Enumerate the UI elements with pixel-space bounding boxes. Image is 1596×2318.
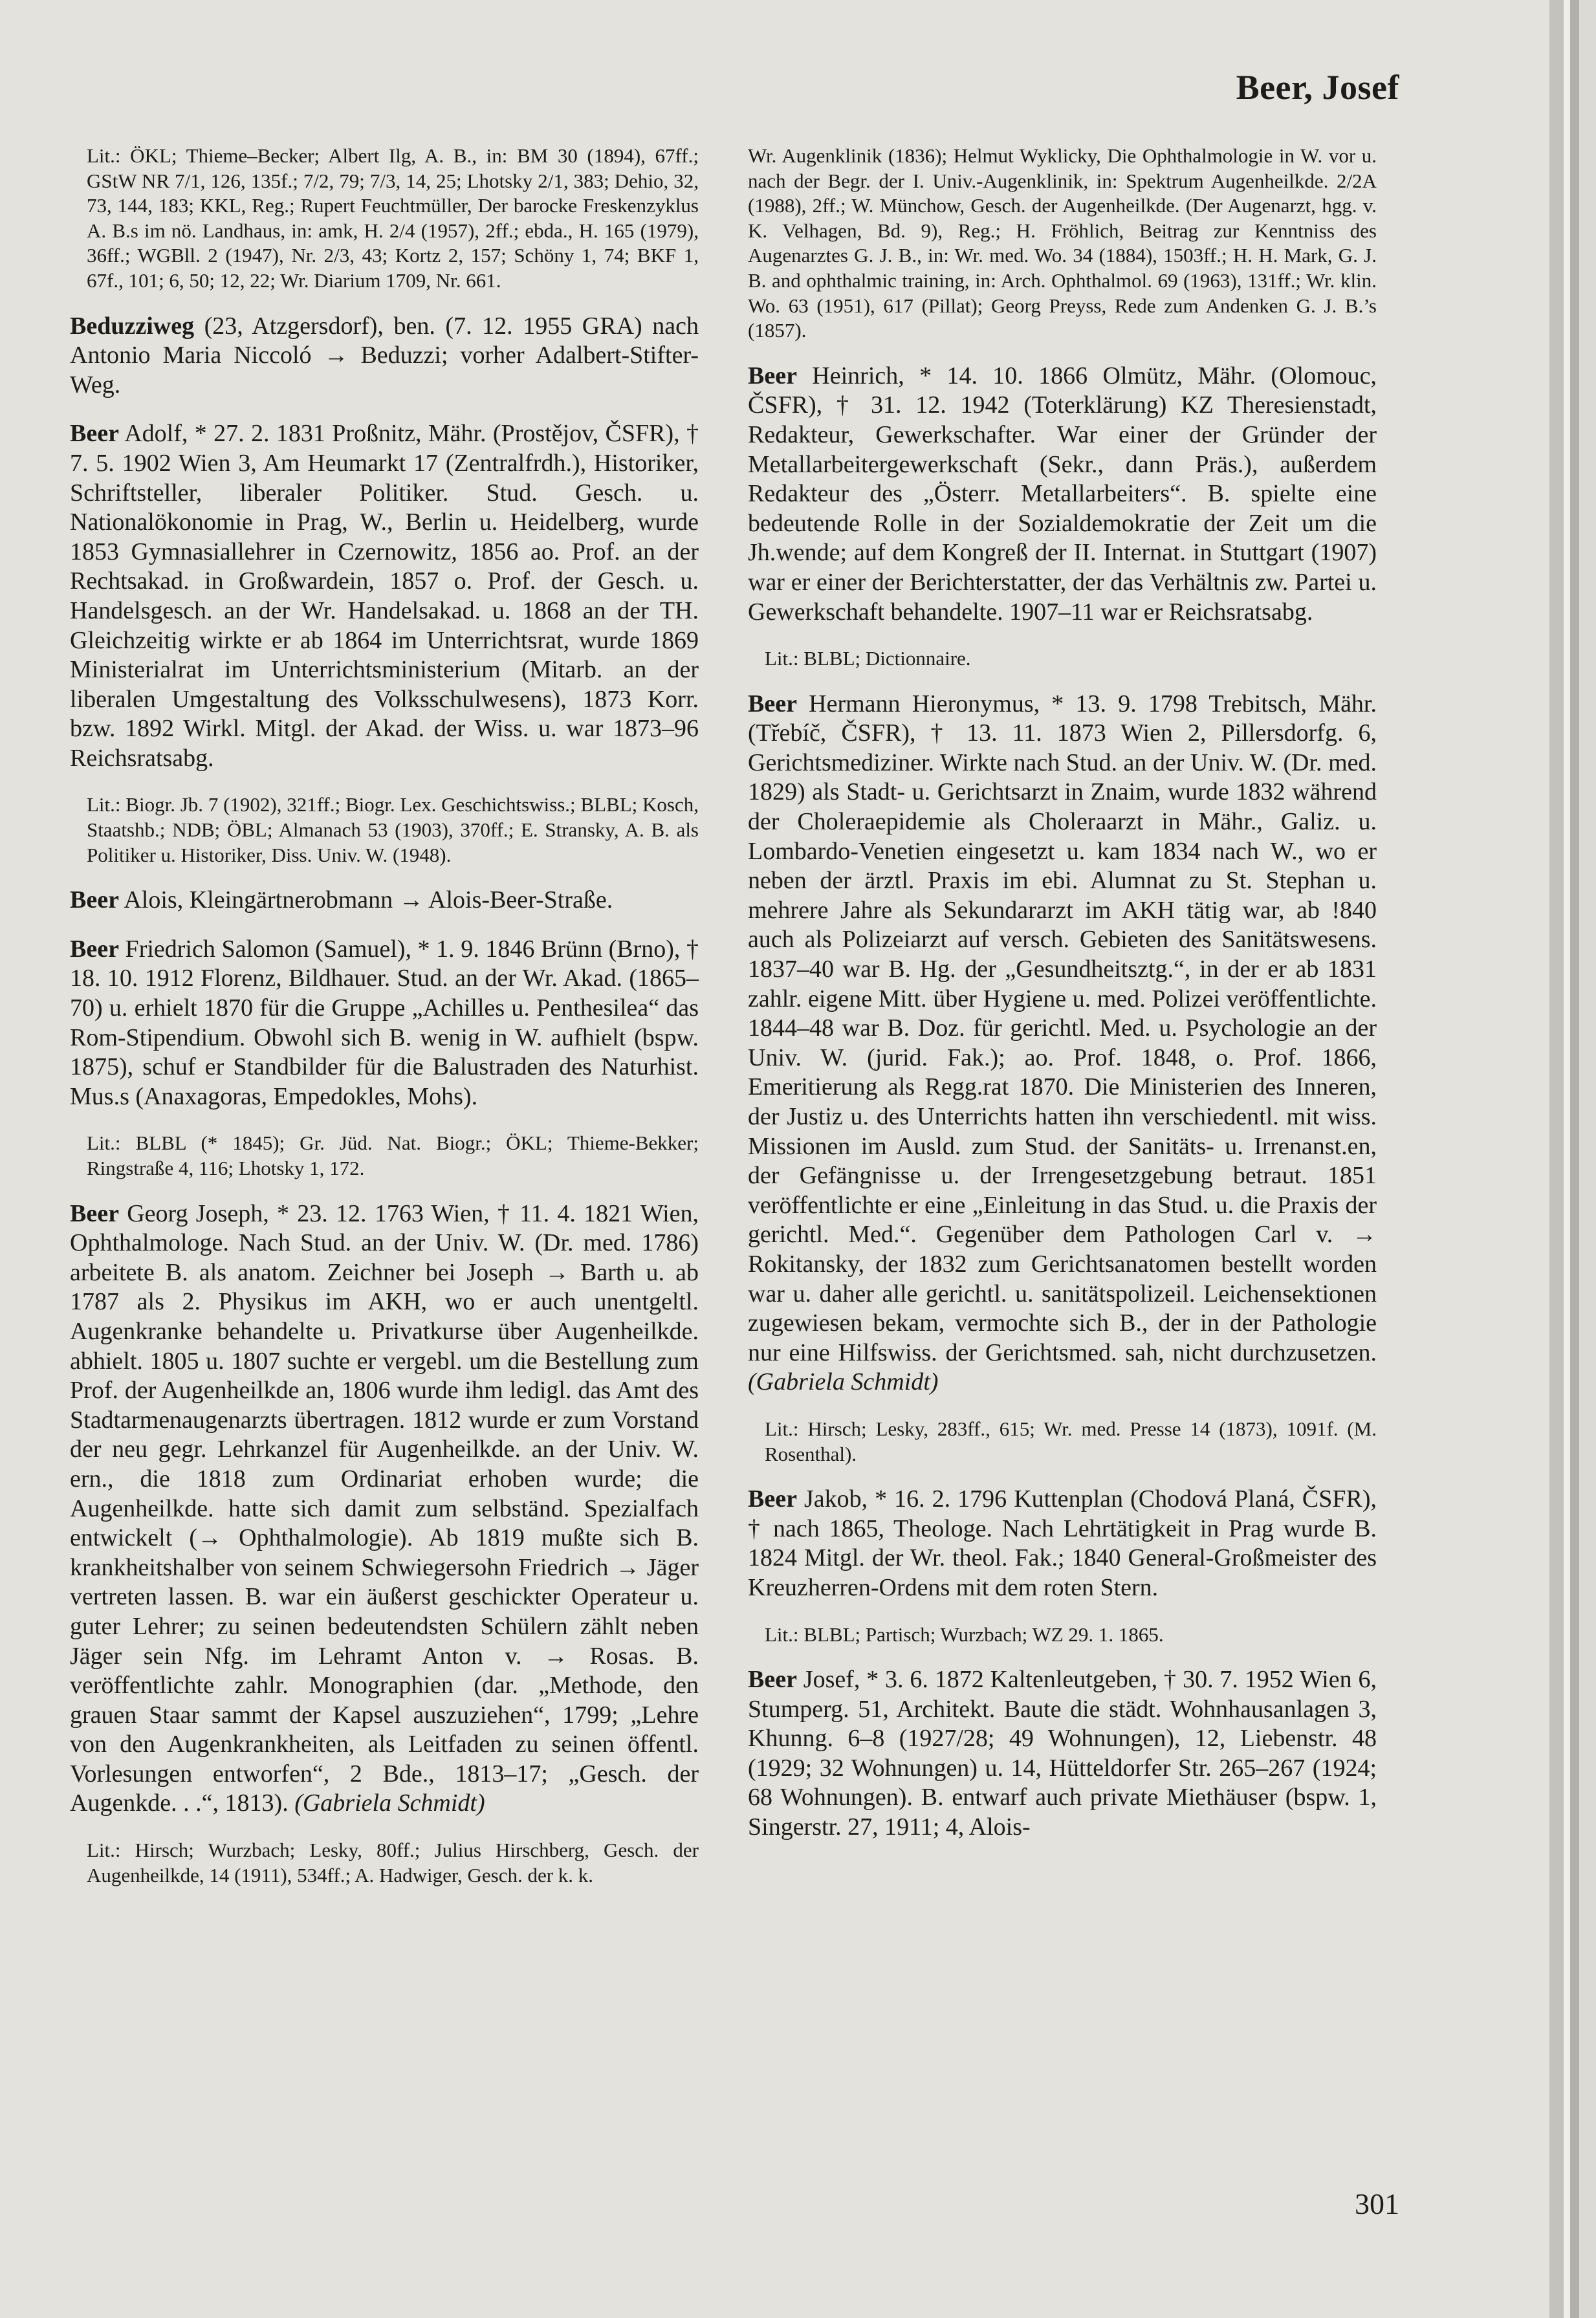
page-edge <box>1564 0 1570 2318</box>
literature-note: Wr. Augenklinik (1836); Helmut Wyklicky, Die Ophthalmologie in W. vor u. nach der Begr. der I. Univ.-Augenklinik, in: Spektrum Augenheilkde. 2/2A (1988), 2ff.; W. Münchow, Gesch. der Augenheilkde. (Der Augenarzt, hgg. v. K. Velhagen, Bd. 9), Reg.; H. Fröhlich, Beitrag zur Kenntniss des Augenarztes G. J. B., in: Wr. med. Wo. 34 (1884), 1503ff.; H. H. Mark, G. J. B. and ophthalmic training, in: Arch. Ophthalmol. 69 (1963), 131ff.; Wr. klin. Wo. 63 (1951), 617 (Pillat); Georg Preyss, Rede zum Andenken G. J. B.’s (1857). <box>748 144 1377 342</box>
dictionary-entry <box>70 312 699 400</box>
entry-text: Jakob, * 16. 2. 1796 Kuttenplan (Chodová Planá, ČSFR), † nach 1865, Theologe. Nach Lehrtätigkeit in Prag wurde B. 1824 Mitgl. der Wr. theol. Fak.; 1840 General-Großmeister des Kreuzherren-Ordens mit dem roten Stern. <box>748 1485 1377 1601</box>
entry-text: Heinrich, * 14. 10. 1866 Olmütz, Mähr. (Olomouc, ČSFR), † 31. 12. 1942 (Toterklärung) KZ Theresienstadt, Redakteur, Gewerkschafter. War einer der Gründer der Metallarbeitergewerkschaft (Sekr., dann Präs.), außerdem Redakteur des „Österr. Metallarbeiters“. B. spielte eine bedeutende Rolle in der Sozialdemokratie der Zeit um die Jh.wende; auf dem Kongreß der II. Internat. in Stuttgart (1907) war er einer der Berichterstatter, der das Verhältnis zw. Partei u. Gewerkschaft behandelte. 1907–11 war er Reichsratsabg. <box>748 362 1377 626</box>
literature-note: Lit.: Hirsch; Lesky, 283ff., 615; Wr. med. Presse 14 (1873), 1091f. (M. Rosenthal). <box>765 1417 1377 1465</box>
entry-lemma: Beer <box>70 935 119 963</box>
entry-lemma: Beer <box>748 362 797 389</box>
entry-lemma: Beduzziweg <box>70 312 195 340</box>
entry-text: Josef, * 3. 6. 1872 Kaltenleutgeben, † 30. 7. 1952 Wien 6, Stumperg. 51, Architekt. Baute die städt. Wohnhausanlagen 3, Khunng. 6–8 (1927/28; 49 Wohnungen), 12, Liebenstr. 48 (1929; 32 Wohnungen) u. 14, Hütteldorfer Str. 265–267 (1924; 68 Wohnungen). B. entwarf auch private Miethäuser (bspw. 1, Singerstr. 27, 1911; 4, Alois- <box>748 1666 1377 1841</box>
left-column <box>70 144 699 1906</box>
entry-lemma: Beer <box>748 690 797 717</box>
dictionary-entry <box>748 1485 1377 1602</box>
entry-lemma: Beer <box>70 1199 119 1227</box>
page-edge <box>1579 0 1596 2318</box>
entry-lemma: Beer <box>70 420 119 448</box>
page-edge <box>1570 0 1579 2318</box>
literature-note: Lit.: Hirsch; Wurzbach; Lesky, 80ff.; Julius Hirschberg, Gesch. der Augenheilkde, 14 (1911), 534ff.; A. Hadwiger, Gesch. der k. k. <box>87 1839 699 1886</box>
dictionary-entry <box>70 935 699 1112</box>
entry-lemma: Beer <box>748 1666 797 1694</box>
entry-text: Alois, Kleingärtnerobmann → Alois-Beer-Straße. <box>118 886 613 914</box>
entry-text: Adolf, * 27. 2. 1831 Proßnitz, Mähr. (Prostějov, ČSFR), † 7. 5. 1902 Wien 3, Am Heumarkt 17 (Zentralfrdh.), Historiker, Schriftsteller, liberaler Politiker. Stud. Gesch. u. Nationalökonomie in Prag, W., Berlin u. Heidelberg, wurde 1853 Gymnasiallehrer in Czernowitz, 1856 ao. Prof. an der Rechtsakad. in Großwardein, 1857 o. Prof. der Gesch. u. Handelsgesch. an der Wr. Handelsakad. u. 1868 an der TH. Gleichzeitig wirkte er ab 1864 im Unterrichtsrat, wurde 1869 Ministerialrat im Unterrichtsministerium (Mitarb. an der liberalen Umgestaltung des Volksschulwesens), 1873 Korr. bzw. 1892 Wirkl. Mitgl. der Akad. der Wiss. u. war 1873–96 Reichsratsabg. <box>70 420 699 772</box>
literature-note: Lit.: BLBL (* 1845); Gr. Jüd. Nat. Biogr.; ÖKL; Thieme-Bekker; Ringstraße 4, 116; Lhotsky 1, 172. <box>87 1132 699 1179</box>
literature-note: Lit.: Biogr. Jb. 7 (1902), 321ff.; Biogr. Lex. Geschichtswiss.; BLBL; Kosch, Staatshb.; NDB; ÖBL; Almanach 53 (1903), 370ff.; E. Stransky, A. B. als Politiker u. Historiker, Diss. Univ. W. (1948). <box>87 793 699 866</box>
entry-text: Hermann Hieronymus, * 13. 9. 1798 Trebitsch, Mähr. (Třebíč, ČSFR), † 13. 11. 1873 Wien 2, Pillersdorfg. 6, Gerichtsmediziner. Wirkte nach Stud. an der Univ. W. (Dr. med. 1829) als Stadt- u. Gerichtsarzt in Znaim, wurde 1832 während der Choleraepidemie als Choleraarzt in Mähr., Galiz. u. Lombardo-Venetien eingesetzt u. kam 1834 nach W., wo er neben der ärztl. Praxis im ebi. Alumnat zu St. Stephan u. mehrere Jahre als Sekundararzt im AKH tätig war, ab !840 auch als Polizeiarzt auf versch. Gebieten des Sanitätswesens. 1837–40 war B. Hg. der „Gesundheitsztg.“, in der er ab 1831 zahlr. eigene Mitt. über Hygiene u. med. Polizei veröffentlichte. 1844–48 war B. Doz. für gerichtl. Med. u. Psychologie an der Univ. W. (jurid. Fak.); ao. Prof. 1848, o. Prof. 1866, Emeritierung als Regg.rat 1870. Die Ministerien des Inneren, der Justiz u. des Unterrichts hatten ihn verschiedentl. mit wiss. Missionen im Ausld. zum Stud. der Sanitäts- u. Irrenanst.en, der Gefängnisse u. der Irrengesetzgebung betraut. 1851 veröffentlichte er eine „Einleitung in das Stud. u. die Praxis der gerichtl. Med.“. Gegenüber dem Pathologen Carl v. → Rokitansky, der 1832 zum Gerichtsanatomen bestellt worden war u. daher alle gerichtl. u. sanitätspolizeil. Leichensektionen zugewiesen bekam, vermochte sich B., der in der Pathologie nur eine Hilfswiss. der Gerichtsmed. sah, nicht durchzusetzen. <box>748 690 1377 1366</box>
literature-note: Lit.: BLBL; Partisch; Wurzbach; WZ 29. 1. 1865. <box>765 1623 1164 1646</box>
literature-note: Lit.: BLBL; Dictionnaire. <box>765 647 971 670</box>
right-column <box>748 144 1377 1862</box>
dictionary-entry <box>70 886 699 915</box>
entry-text: Friedrich Salomon (Samuel), * 1. 9. 1846 Brünn (Brno), † 18. 10. 1912 Florenz, Bildhauer. Stud. an der Wr. Akad. (1865–70) u. erhielt 1870 für die Gruppe „Achilles u. Penthesilea“ das Rom-Stipendium. Obwohl sich B. wenig in W. aufhielt (bspw. 1875), schuf er Standbilder für die Balustraden des Naturhist. Mus.s (Anaxagoras, Empedokles, Mohs). <box>70 935 699 1110</box>
entry-lemma: Beer <box>70 886 119 914</box>
entry-text: (23, Atzgersdorf), ben. (7. 12. 1955 GRA) nach Antonio Maria Niccoló → Beduzzi; vorher Adalbert-Stifter-Weg. <box>70 312 699 399</box>
dictionary-entry <box>748 1665 1377 1842</box>
entry-author: (Gabriela Schmidt) <box>294 1789 485 1817</box>
entry-author: (Gabriela Schmidt) <box>748 1368 939 1396</box>
page-number: 301 <box>1355 2187 1399 2220</box>
running-head: Beer, Josef <box>1236 68 1399 107</box>
literature-note: Lit.: ÖKL; Thieme–Becker; Albert Ilg, A. B., in: BM 30 (1894), 67ff.; GStW NR 7/1, 126, 135f.; 7/2, 79; 7/3, 14, 25; Lhotsky 2/1, 383; Dehio, 32, 73, 144, 183; KKL, Reg.; Rupert Feuchtmüller, Der barocke Freskenzyklus A. B.s im nö. Landhaus, in: amk, H. 2/4 (1957), 2ff.; ebda., H. 165 (1979), 36ff.; WGBll. 2 (1947), Nr. 2/3, 43; Kortz 2, 157; Schöny 1, 74; BKF 1, 67f., 101; 6, 50; 12, 22; Wr. Diarium 1709, Nr. 661. <box>87 144 699 292</box>
dictionary-entry <box>748 690 1377 1397</box>
dictionary-entry <box>70 419 699 773</box>
dictionary-entry <box>70 1199 699 1819</box>
page-edge <box>1549 0 1564 2318</box>
entry-lemma: Beer <box>748 1485 797 1513</box>
entry-text: Georg Joseph, * 23. 12. 1763 Wien, † 11. 4. 1821 Wien, Ophthalmologe. Nach Stud. an der Univ. W. (Dr. med. 1786) arbeitete B. als anatom. Zeichner bei Joseph → Barth u. ab 1787 als 2. Physikus im AKH, wo er auch unentgeltl. Augenkranke behandelte u. Privatkurse über Augenheilkde. abhielt. 1805 u. 1807 suchte er vergebl. um die Bestellung zum Prof. der Augenheilkde an, 1806 wurde ihm ledigl. das Amt des Stadtarmenaugenarzts übertragen. 1812 wurde er zum Vorstand der neu gegr. Lehrkanzel für Augenheilkde. an der Univ. W. ern., die 1818 zum Ordinariat erhoben wurde; die Augenheilkde. hatte sich damit zum selbständ. Spezialfach entwickelt (→ Ophthalmologie). Ab 1819 mußte sich B. krankheitshalber von seinem Schwiegersohn Friedrich → Jäger vertreten lassen. B. war ein äußerst geschickter Operateur u. guter Lehrer; zu seinen bedeutendsten Schülern zählt neben Jäger sein Nfg. im Lehramt Anton v. → Rosas. B. veröffentlichte zahlr. Monographien (dar. „Methode, den grauen Staar sammt der Kapsel auszuziehen“, 1799; „Lehre von den Augenkrankheiten, als Leitfaden zu seinen öffentl. Vorlesungen entworfen“, 2 Bde., 1813–17; „Gesch. der Augenkde. . .“, 1813). <box>70 1199 699 1817</box>
dictionary-entry <box>748 362 1377 627</box>
